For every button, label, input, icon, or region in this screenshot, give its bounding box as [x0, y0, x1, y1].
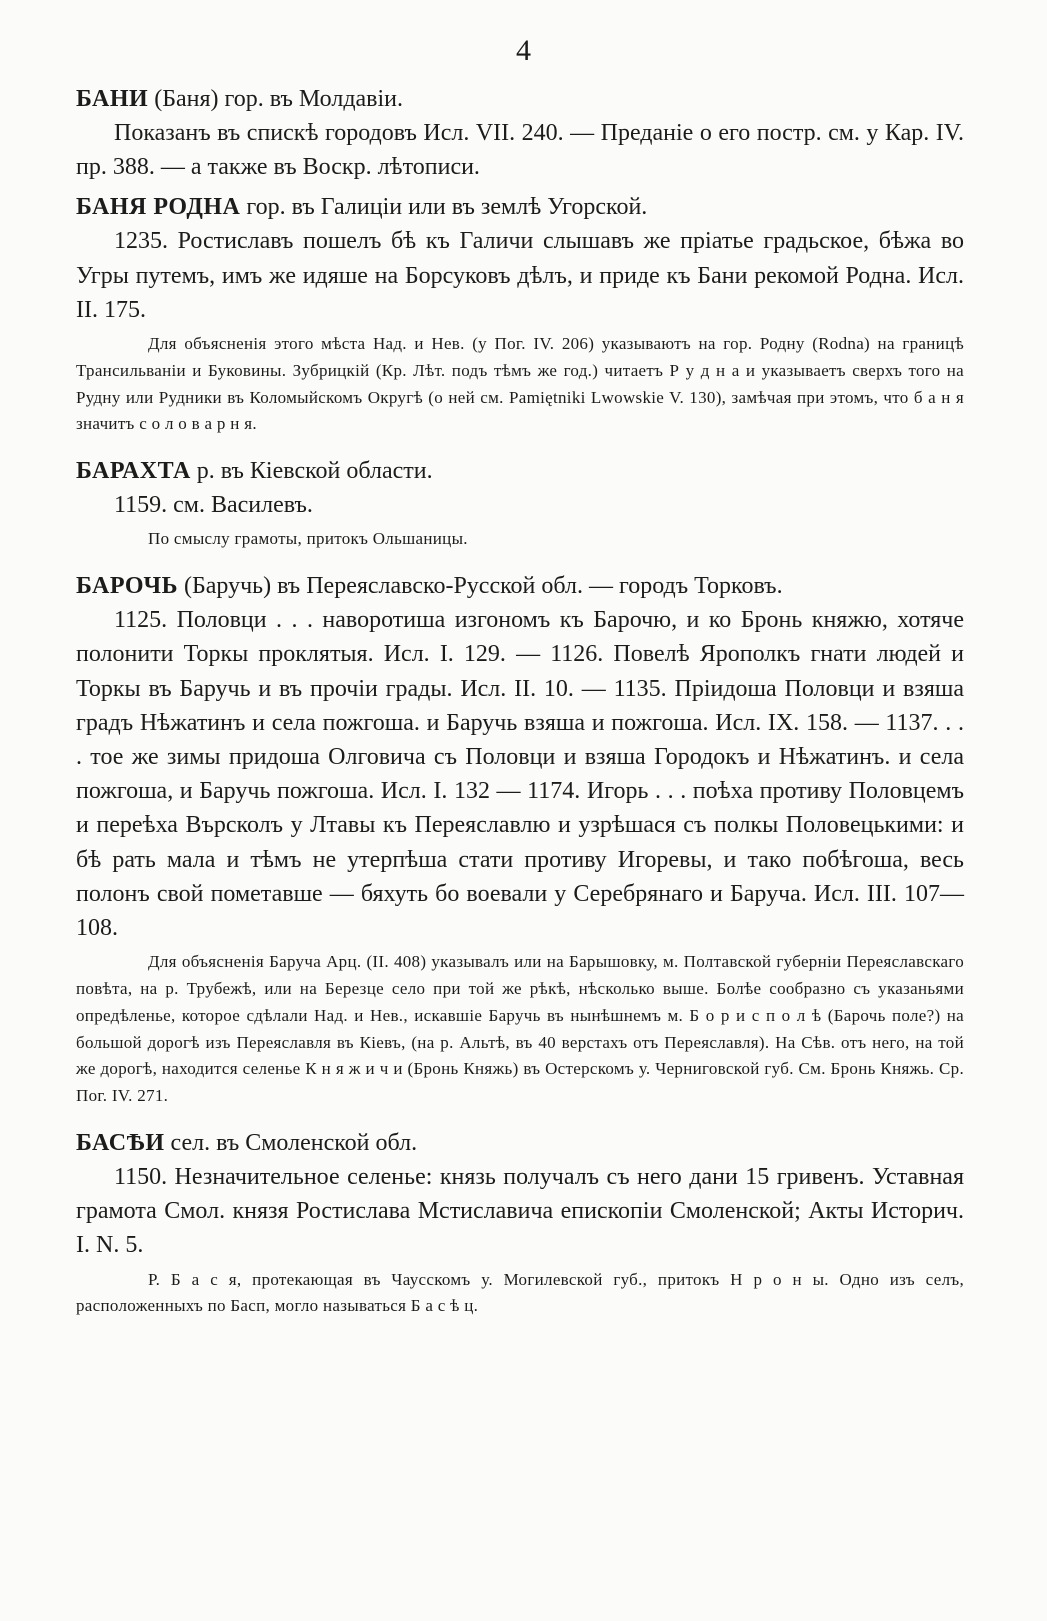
headword: БАСѢИ [76, 1130, 165, 1157]
entry-heading [76, 454, 964, 488]
entry-bani [76, 82, 964, 184]
entry-note: Для объясненія этого мѣста Над. и Нев. (у Пог. IV. 206) указываютъ на гор. Родну (Rodna) на границѣ Трансильваніи и Буковины. Зубрицкій (Кр. Лѣт. подъ тѣмъ же год.) читаетъ Р у д н а и указываетъ сверхъ того на Рудну или Рудники въ Коломыйскомъ Округѣ (о ней см. Pamiętniki Lwowskie V. 130), замѣчая при этомъ, что б а н я значитъ с о л о в а р н я. [76, 334, 964, 434]
entry-heading [76, 82, 964, 116]
heading-description: (Баня) гор. въ Молдавіи. [148, 86, 404, 112]
entry-note: Р. Б а с я, протекающая въ Чаусскомъ у. Могилевской губ., притокъ Н р о н ы. Одно изъ селъ, расположенныхъ по Басп, могло называться Б а с ѣ ц. [76, 1269, 964, 1316]
entry-paragraph: 1150. Незначительное селенье: князь получалъ съ него дани 15 гривенъ. Уставная грамота Смол. князя Ростислава Мстиславича епископіи Смоленской; Акты Историч. I. N. 5. [76, 1164, 964, 1259]
text-block [76, 82, 964, 1320]
entry-heading [76, 190, 964, 224]
entry-baroch [76, 569, 964, 1110]
headword: БАРОЧЬ [76, 573, 178, 600]
heading-description: р. въ Кіевской области. [190, 458, 433, 485]
entry-heading [76, 1126, 964, 1160]
entry-paragraph: 1125. Половци . . . наворотиша изгономъ къ Барочю, и ко Бронь княжю, хотяче полонити Торкы проклятыя. Исл. I. 129. — 1126. Повелѣ Ярополкъ гнати людей и Торкы въ Баручь и въ прочіи грады. Исл. II. 10. — 1135. Пріидоша Половци и взяша градъ Нѣжатинъ и села пожгоша. и Баручь взяша и пожгоша. Исл. IX. 158. — 1137. . . . тое же зимы придоша Олговича съ Половци и взяша Городокъ и Нѣжатинъ. и села пожгоша, и Баручь пожгоша. Исл. I. 132 — 1174. Игорь . . . поѣха противу Половцемъ и переѣха Върсколъ у Лтавы къ Переяславлю и узрѣшася съ полкы Половецькими: и бѣ рать мала и тѣмъ не утерпѣша стати противу Игоревы, и тако побѣгоша, весь полонъ свой пометавше — бяхуть бо воевали у Серебрянаго и Баруча. Исл. III. 107—108. [76, 607, 964, 942]
heading-description: сел. въ Смоленской обл. [164, 1130, 418, 1157]
entry-note: Для объясненія Баруча Арц. (II. 408) указывалъ или на Барышовку, м. Полтавской губерніи Переяславскаго повѣта, на р. Трубежѣ, или на Березце село при той же рѣкѣ, нѣсколько выше. Болѣе сообразно съ указаньями опредѣленье, которое сдѣлали Над. и Нев., искавшіе Баручь въ нынѣшнемъ м. Б о р и с п о л ѣ (Барочь поле?) на большой дорогѣ изъ Переяславля въ Кіевъ, (на р. Альтѣ, въ 40 верстахъ отъ Переяславля). На Сѣв. отъ него, на той же дорогѣ, находится селенье К н я ж и ч и (Бронь Княжь) въ Остерскомъ у. Черниговской губ. См. Бронь Княжь. Ср. Пог. IV. 271. [76, 952, 964, 1106]
entry-basei [76, 1126, 964, 1320]
headword: БАРАХТА [76, 458, 191, 485]
headword: БАНЯ РОДНА [76, 194, 241, 221]
entry-banya-rodna [76, 190, 964, 438]
entry-paragraph: 1159. см. Василевъ. [114, 492, 313, 519]
heading-description: (Баручь) въ Переяславско-Русской обл. — городъ Торковъ. [177, 573, 783, 600]
page-number: 4 [516, 34, 531, 67]
headword: БАНИ [76, 86, 149, 112]
heading-description: гор. въ Галиціи или въ землѣ Угорской. [240, 194, 648, 221]
entry-barakhta [76, 454, 964, 553]
entry-note: По смыслу грамоты, притокъ Ольшаницы. [148, 529, 468, 549]
entry-heading [76, 569, 964, 603]
entry-paragraph: 1235. Ростиславъ пошелъ бѣ къ Галичи слышавъ же пріатье градьское, бѣжа во Угры путемъ, имъ же идяше на Борсуковъ дѣлъ, и приде къ Бани рекомой Родна. Исл. II. 175. [76, 228, 964, 323]
entry-paragraph: Показанъ въ спискѣ городовъ Исл. VII. 240. — Преданіе о его постр. см. у Кар. IV. пр. 388. — а также въ Воскр. лѣтописи. [76, 120, 964, 181]
